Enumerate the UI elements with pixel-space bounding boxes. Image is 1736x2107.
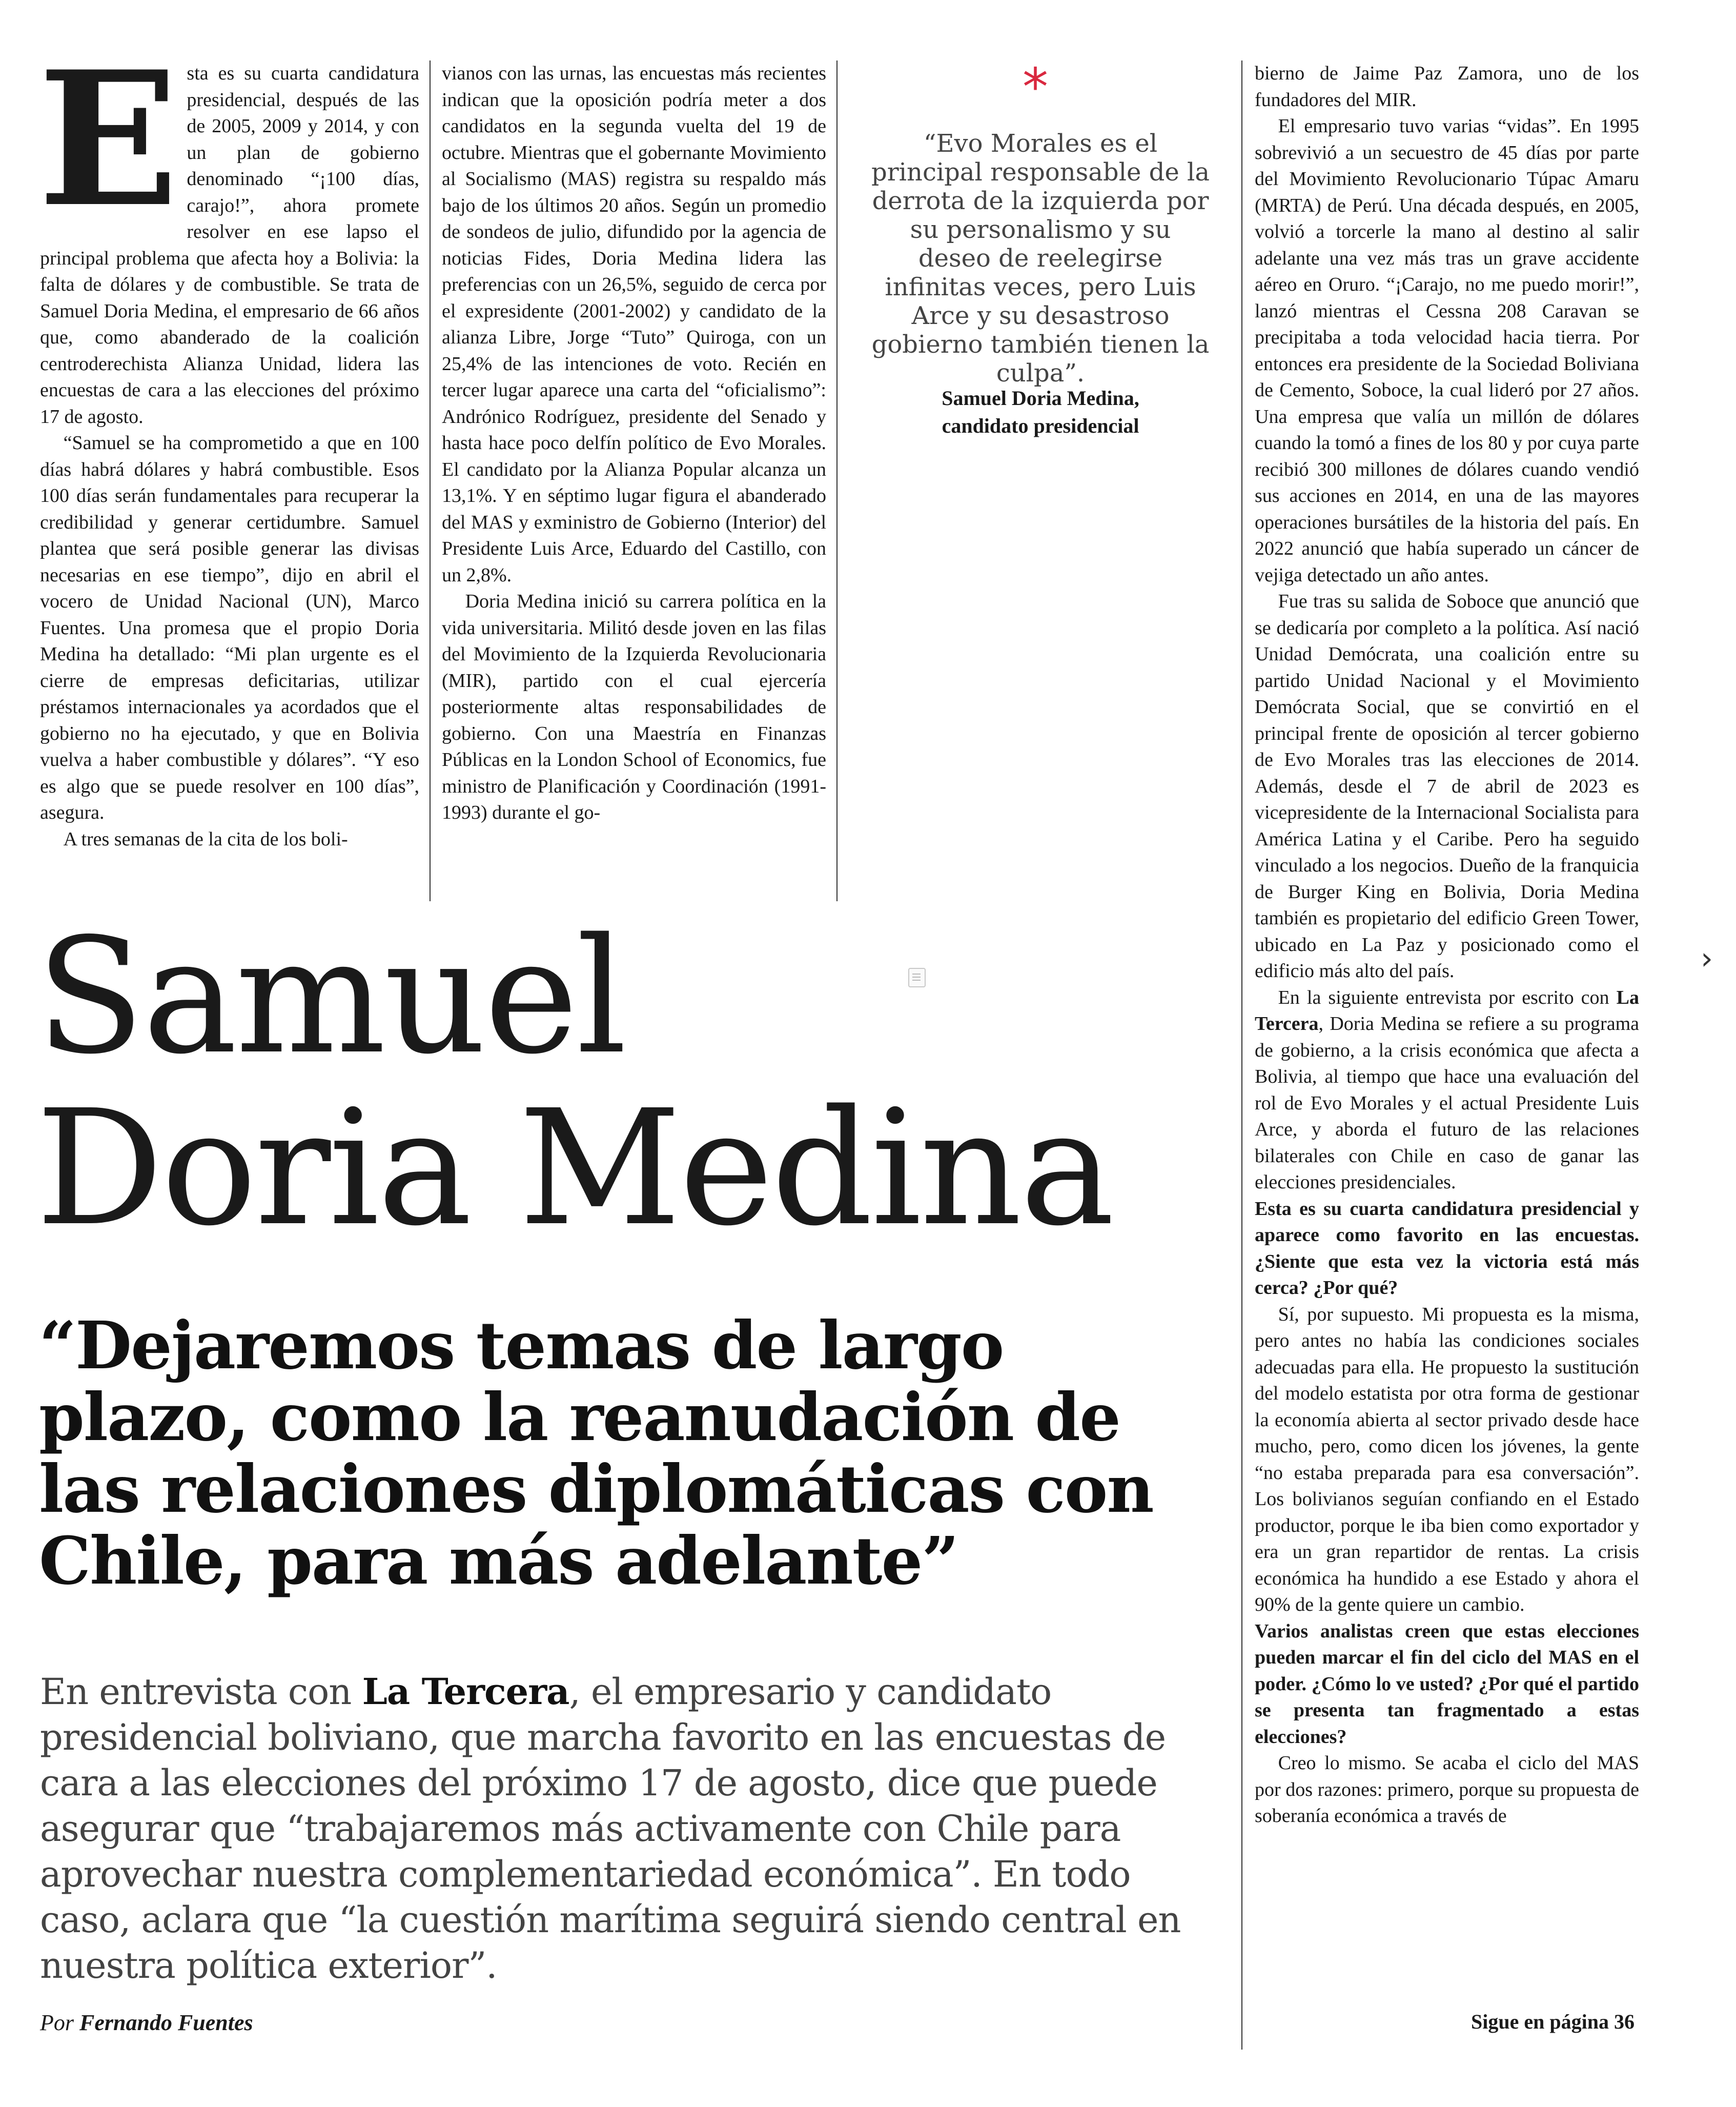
article-title-line-2: Doria Medina [36, 1076, 1113, 1261]
paragraph: El empresario tuvo varias “vidas”. En 1995 sobrevivió a un secuestro de 45 días por parte del Movimiento Revolucionario Túpac Amaru (MRTA) de Perú. Una década después, en 2005, volvió a torcerle la mano al destino al salir adelante una vez más tras un grave accidente aéreo en Oruro. “¡Carajo, no me puedo morir!”, lanzó mientras el Cessna 208 Caravan se precipitaba a toda velocidad hacia tierra. Por entonces era presidente de la Sociedad Boliviana de Cemento, Soboce, la cual lideró por 27 años. Una empresa que valía un millón de dólares cuando la tomó a fines de los 80 y por cuya parte recibió 300 millones de dólares cuando vendió sus acciones en 2014, en una de las mayores operaciones bursátiles de la historia del país. En 2022 anunció que había superado un cáncer de vejiga detectado un año antes. [1255, 115, 1639, 586]
headline-quote: “Dejaremos temas de largo plazo, como la reanudación de las relaciones diplomáticas con Chile, para más adelante” [39, 1307, 1153, 1599]
publication-name: La Tercera [362, 1670, 569, 1713]
paragraph: “Samuel se ha comprometido a que en 100 días habrá dólares y habrá combustible. Esos 100 días serán fundamentales para recuperar la credibilidad y generar certidumbre. Samuel plantea que será posible generar las divisas necesarias en ese tiempo”, dijo en abril el vocero de Unidad Nacional (UN), Marco Fuentes. Una promesa que el propio Doria Medina ha detallado: “Mi plan urgente es el cierre de empresas deficitarias, utilizar préstamos internacionales ya acordados que el gobierno no ha ejecutado, y que en Bolivia vuelva a haber combustible y dólares”. “Y eso es algo que se puede resolver en 100 días”, asegura. [40, 432, 419, 823]
column-divider [430, 60, 431, 901]
paragraph: vianos con las urnas, las encuestas más recientes indican que la oposición podría meter a dos candidatos en la segunda vuelta del 19 de octubre. Mientras que el gobernante Movimiento al Socialismo (MAS) registra su respaldo más bajo de los últimos 20 años. Según un promedio de sondeos de julio, difundido por la agencia de noticias Fides, Doria Medina lidera las preferencias con un 26,5%, seguido de cerca por el expresidente (2001-2002) y candidato de la alianza Libre, Jorge “Tuto” Quiroga, con un 25,4% de las intenciones de voto. Recién en tercer lugar aparece una carta del “oficialismo”: Andrónico Rodríguez, presidente del Senado y hasta hace poco delfín político de Evo Morales. El candidato por la Alianza Popular alcanza un 13,1%. Y en séptimo lugar figura el abanderado del MAS y exministro de Gobierno (Interior) del Presidente Luis Arce, Eduardo del Castillo, con un 2,8%. [442, 63, 826, 586]
paragraph: Fue tras su salida de Soboce que anunció que se dedicaría por completo a la política. Así nació Unidad Demócrata, una coalición entre su partido Unidad Nacional y el Movimiento Demócrata Social, que se convirtió en el principal frente de oposición al tercer gobierno de Evo Morales tras las elecciones de 2014. Además, desde el 7 de abril de 2023 es vicepresidente de la Internacional Socialista para América Latina y el Caribe. Pero ha seguido vinculado a los negocios. Dueño de la franquicia de Burger King en Bolivia, Doria Medina también es propietario del edificio Green Tower, ubicado en La Paz y posicionado como el edificio más alto del país. [1255, 591, 1639, 982]
paragraph: En la siguiente entrevista por escrito con La Tercera, Doria Medina se refiere a su programa de gobierno, a la crisis económica que afecta a Bolivia, al tiempo que hace una evaluación del rol de Evo Morales y el actual Presidente Luis Arce, y aborda el futuro de las relaciones bilaterales con Chile en caso de ganar las elecciones presidenciales. [1255, 986, 1639, 1193]
paragraph: Doria Medina inició su carrera política en la vida universitaria. Militó desde joven en las filas del Movimiento de la Izquierda Revolucionaria (MIR), partido con el cual ejercería posteriormente altas responsabilidades de gobierno. Con una Maestría en Finanzas Públicas en la London School of Economics, fue ministro de Planificación y Coordinación (1991-1993) durante el go- [442, 591, 826, 823]
note-icon[interactable] [908, 968, 926, 987]
author-name: Fernando Fuentes [79, 2010, 253, 2035]
article-column-4 [1255, 60, 1639, 1988]
pull-quote-attribution [871, 384, 1210, 440]
paragraph: A tres semanas de la cita de los boli- [63, 828, 348, 850]
drop-cap: E [38, 31, 179, 248]
interview-answer: Sí, por supuesto. Mi propuesta es la misma, pero antes no había las condiciones sociales adecuadas para ella. He propuesto la sustitución del modelo estatista por otra forma de gestionar la economía abierta al sector privado desde hace mucho, pero, como dicen los jóvenes, la gente “no estaba preparada para esa conversación”. Los bolivianos seguían confiando en el Estado productor, porque le iba bien como exportador y era un gran repartidor de rentas. La crisis económica ha hundido a ese Estado y ahora el 90% de la gente quiere un cambio. [1255, 1303, 1639, 1615]
attribution-name: Samuel Doria Medina, [942, 387, 1139, 410]
byline: Por Fernando Fuentes [40, 2010, 253, 2035]
interview-answer: Creo lo mismo. Se acaba el ciclo del MAS por dos razones: primero, porque su propuesta de soberanía económica a través de [1255, 1752, 1639, 1827]
column-divider [836, 60, 838, 901]
article-column-1 [38, 31, 419, 891]
article-column-2 [442, 60, 826, 891]
next-page-arrow-icon[interactable]: › [1701, 941, 1713, 977]
column-divider [1241, 60, 1242, 2050]
pull-quote: “Evo Morales es el principal responsable de la derrota de la izquierda por su personalismo y su deseo de reelegirse infinitas veces, pero Luis Arce y su desastroso gobierno también tienen la culpa”. [871, 129, 1210, 388]
asterisk-icon: * [1023, 57, 1048, 117]
continued-on-page: Sigue en página 36 [1471, 2010, 1635, 2033]
attribution-role: candidato presidencial [942, 414, 1139, 437]
intro-paragraph: Esta es su cuarta candidatura presidencial, después de las de 2005, 2009 y 2014, y con un plan de gobierno denominado “¡100 días, carajo!”, ahora promete resolver en ese lapso el principal problema que afecta hoy a Bolivia: la falta de dólares y de combustible. Se trata de Samuel Doria Medina, el empresario de 66 años que, como abanderado de la coalición centroderechista Alianza Unidad, lidera las encuestas de cara a las elecciones del próximo 17 de agosto. [38, 31, 419, 428]
interview-question: Esta es su cuarta candidatura presidencial y aparece como favorito en las encuestas. ¿Siente que esta vez la victoria está más cerca? ¿Por qué? [1255, 1198, 1639, 1299]
interview-question: Varios analistas creen que estas elecciones pueden marcar el fin del ciclo del MAS en el poder. ¿Cómo lo ve usted? ¿Por qué el partido se presenta tan fragmentado a estas elecciones? [1255, 1620, 1639, 1748]
lead-paragraph: En entrevista con La Tercera, el empresario y candidato presidencial boliviano, que marcha favorito en las encuestas de cara a las elecciones del próximo 17 de agosto, dice que puede asegurar que “trabajaremos más activamente con Chile para aprovechar nuestra complementariedad económica”. En todo caso, aclara que “la cuestión marítima seguirá siendo central en nuestra política exterior”. [40, 1670, 1181, 1987]
paragraph: bierno de Jaime Paz Zamora, uno de los fundadores del MIR. [1255, 63, 1639, 111]
publication-name: La Tercera [1255, 986, 1639, 1035]
article-title-line-1: Samuel [36, 904, 625, 1089]
